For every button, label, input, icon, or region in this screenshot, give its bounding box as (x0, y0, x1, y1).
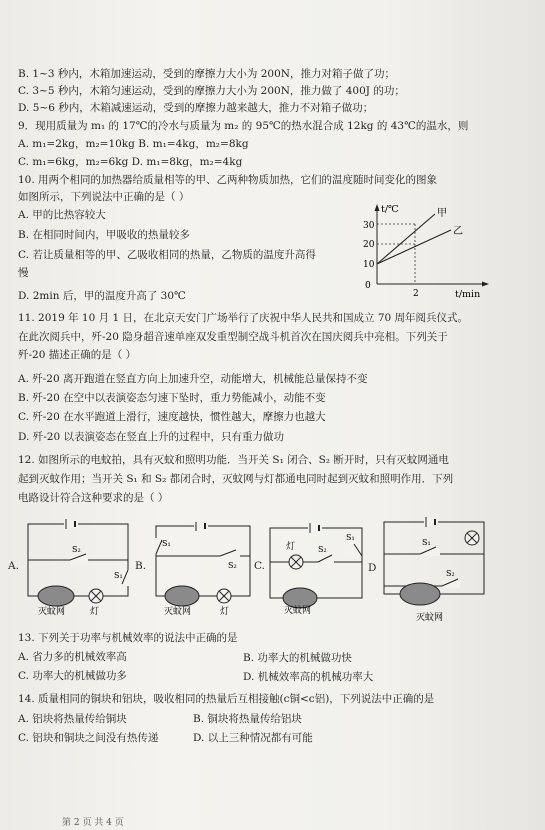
q10-option-b: B. 在相同时间内，甲吸收的热量较多 (18, 229, 190, 241)
circuit-c-s1: S₁ (346, 533, 355, 542)
circuit-c-mosquito-net (283, 588, 317, 608)
graph-x-tick-2: 2 (413, 289, 419, 299)
q8-option-c: C. 3~5 秒内，木箱匀速运动，受到的摩擦力大小为 200N，推力做了 400J 的功； (18, 85, 405, 97)
q11-option-c: C. 歼-20 在水平跑道上滑行，速度越快，惯性越大，摩擦力也越大 (18, 411, 326, 423)
q9-stem: 9．现用质量为 m₁ 的 17℃的冷水与质量为 m₂ 的 95℃的热水混合成 12kg 的 43℃的温水，则 (18, 120, 469, 132)
circuit-a-s1: S₁ (114, 571, 123, 580)
circuit-a-s2: S₂ (72, 545, 81, 554)
q10-option-c: C. 若让质量相等的甲、乙吸收相同的热量，乙物质的温度升高得 (18, 249, 316, 261)
q9-options-ab: A. m₁=2kg，m₂=10kg B. m₁=4kg，m₂=8kg (18, 138, 249, 150)
circuit-d (380, 514, 492, 626)
temperature-time-graph (355, 200, 515, 302)
circuit-c-lamp-label: 灯 (286, 542, 296, 552)
circuit-d-label: D (368, 562, 377, 574)
q13-option-a: A. 省力多的机械效率高 (18, 651, 127, 663)
series-jia-line (377, 214, 435, 264)
circuit-d-s2: S₂ (446, 569, 455, 578)
q11-option-d: D. 歼-20 以表演姿态在竖直上升的过程中，只有重力做功 (18, 431, 284, 443)
q12-stem-2: 起到灭蚊作用；当开关 S₁ 和 S₂ 都闭合时，灭蚊网与灯都通电同时起到灭蚊和照明作用．下列 (18, 473, 454, 485)
q8-option-d: D. 5~6 秒内，木箱减速运动，受到的摩擦力越来越大，推力不对箱子做功； (18, 102, 374, 114)
circuit-b (150, 522, 258, 616)
circuit-a-lamp-label: 灯 (90, 607, 100, 616)
graph-x-label: t/min (455, 289, 481, 300)
series-jia-label: 甲 (437, 208, 447, 219)
q11-stem-2: 在此次阅兵中，歼-20 隐身超音速单座双发重型制空战斗机首次在国庆阅兵中亮相。下列关于 (18, 331, 448, 343)
q14-stem: 14. 质量相同的铜块和铝块，吸收相同的热量后互相接触(c铜<c铝)，下列说法中正确的是 (18, 693, 435, 705)
circuit-c-net-label: 灭蚊网 (284, 606, 312, 614)
circuit-b-lamp-label: 灯 (220, 607, 230, 616)
q11-stem-1: 11. 2019 年 10 月 1 日，在北京天安门广场举行了庆祝中华人民共和国成立 70 周年阅兵仪式。 (18, 312, 469, 324)
circuit-c-s2: S₂ (318, 545, 327, 554)
q14-option-c: C. 铝块和铜块之间没有热传递 (18, 732, 159, 744)
graph-y-label: t/℃ (381, 204, 399, 215)
graph-y-tick-20: 20 (363, 240, 375, 250)
q8-option-b: B. 1~3 秒内，木箱加速运动，受到的摩擦力大小为 200N，推力对箱子做了功； (18, 68, 395, 80)
circuit-a-net-label: 灭蚊网 (38, 607, 66, 616)
circuit-b-label: B. (135, 560, 147, 572)
q13-stem: 13. 下列关于功率与机械效率的说法中正确的是 (18, 632, 238, 644)
page-footer: 第 2 页 共 4 页 (62, 818, 124, 828)
circuit-a-mosquito-net (38, 586, 74, 606)
q10-option-d: D. 2min 后，甲的温度升高了 30℃ (18, 290, 186, 302)
q9-options-cd: C. m₁=6kg，m₂=6kg D. m₁=8kg，m₂=4kg (18, 156, 243, 168)
circuit-b-mosquito-net (165, 586, 199, 606)
circuit-b-s2: S₂ (228, 561, 237, 570)
circuit-c (266, 522, 368, 614)
q10-stem-1: 10. 用两个相同的加热器给质量相等的甲、乙两种物质加热，它们的温度随时间变化的图象 (18, 174, 438, 186)
q13-option-c: C. 功率大的机械做功多 (18, 670, 127, 682)
circuit-b-net-label: 灭蚊网 (164, 607, 192, 616)
q11-stem-3: 歼-20 描述正确的是（ ） (18, 349, 137, 361)
q11-option-b: B. 歼-20 在空中以表演姿态匀速下坠时，重力势能减小，动能不变 (18, 392, 326, 404)
graph-y-tick-10: 10 (363, 260, 375, 270)
q10-option-c-cont: 慢 (18, 267, 29, 279)
graph-y-tick-30: 30 (363, 221, 375, 231)
circuit-c-label: C. (254, 560, 265, 572)
q13-option-b: B. 功率大的机械做功快 (243, 652, 352, 664)
circuit-d-net-label: 灭蚊网 (416, 613, 444, 623)
q13-option-d: D. 机械效率高的机械功率大 (243, 671, 374, 683)
q14-option-a: A. 铝块将热量传给铜块 (18, 713, 127, 725)
q12-stem-3: 电路设计符合这种要求的是（ ） (18, 492, 169, 504)
q12-stem-1: 12. 如图所示的电蚊拍，具有灭蚊和照明功能．当开关 S₁ 闭合、S₂ 断开时，只有灭蚊网通电 (18, 454, 449, 466)
q14-option-d: D. 以上三种情况都有可能 (193, 732, 313, 744)
circuit-b-s1: S₁ (162, 539, 171, 548)
q14-option-b: B. 铜块将热量传给铝块 (193, 713, 302, 725)
circuit-a-label: A. (8, 560, 19, 572)
q10-option-a: A. 甲的比热容较大 (18, 209, 106, 221)
series-yi-line (377, 230, 451, 264)
series-yi-label: 乙 (453, 226, 463, 237)
q10-stem-2: 如图所示，下列说法中正确的是（ ） (18, 191, 190, 203)
circuit-d-s1: S₁ (422, 538, 431, 547)
graph-origin: 0 (365, 281, 371, 291)
circuit-d-mosquito-net (400, 583, 440, 605)
circuit-a (24, 518, 134, 616)
q11-option-a: A. 歼-20 离开跑道在竖直方向上加速升空，动能增大，机械能总量保持不变 (18, 373, 368, 385)
